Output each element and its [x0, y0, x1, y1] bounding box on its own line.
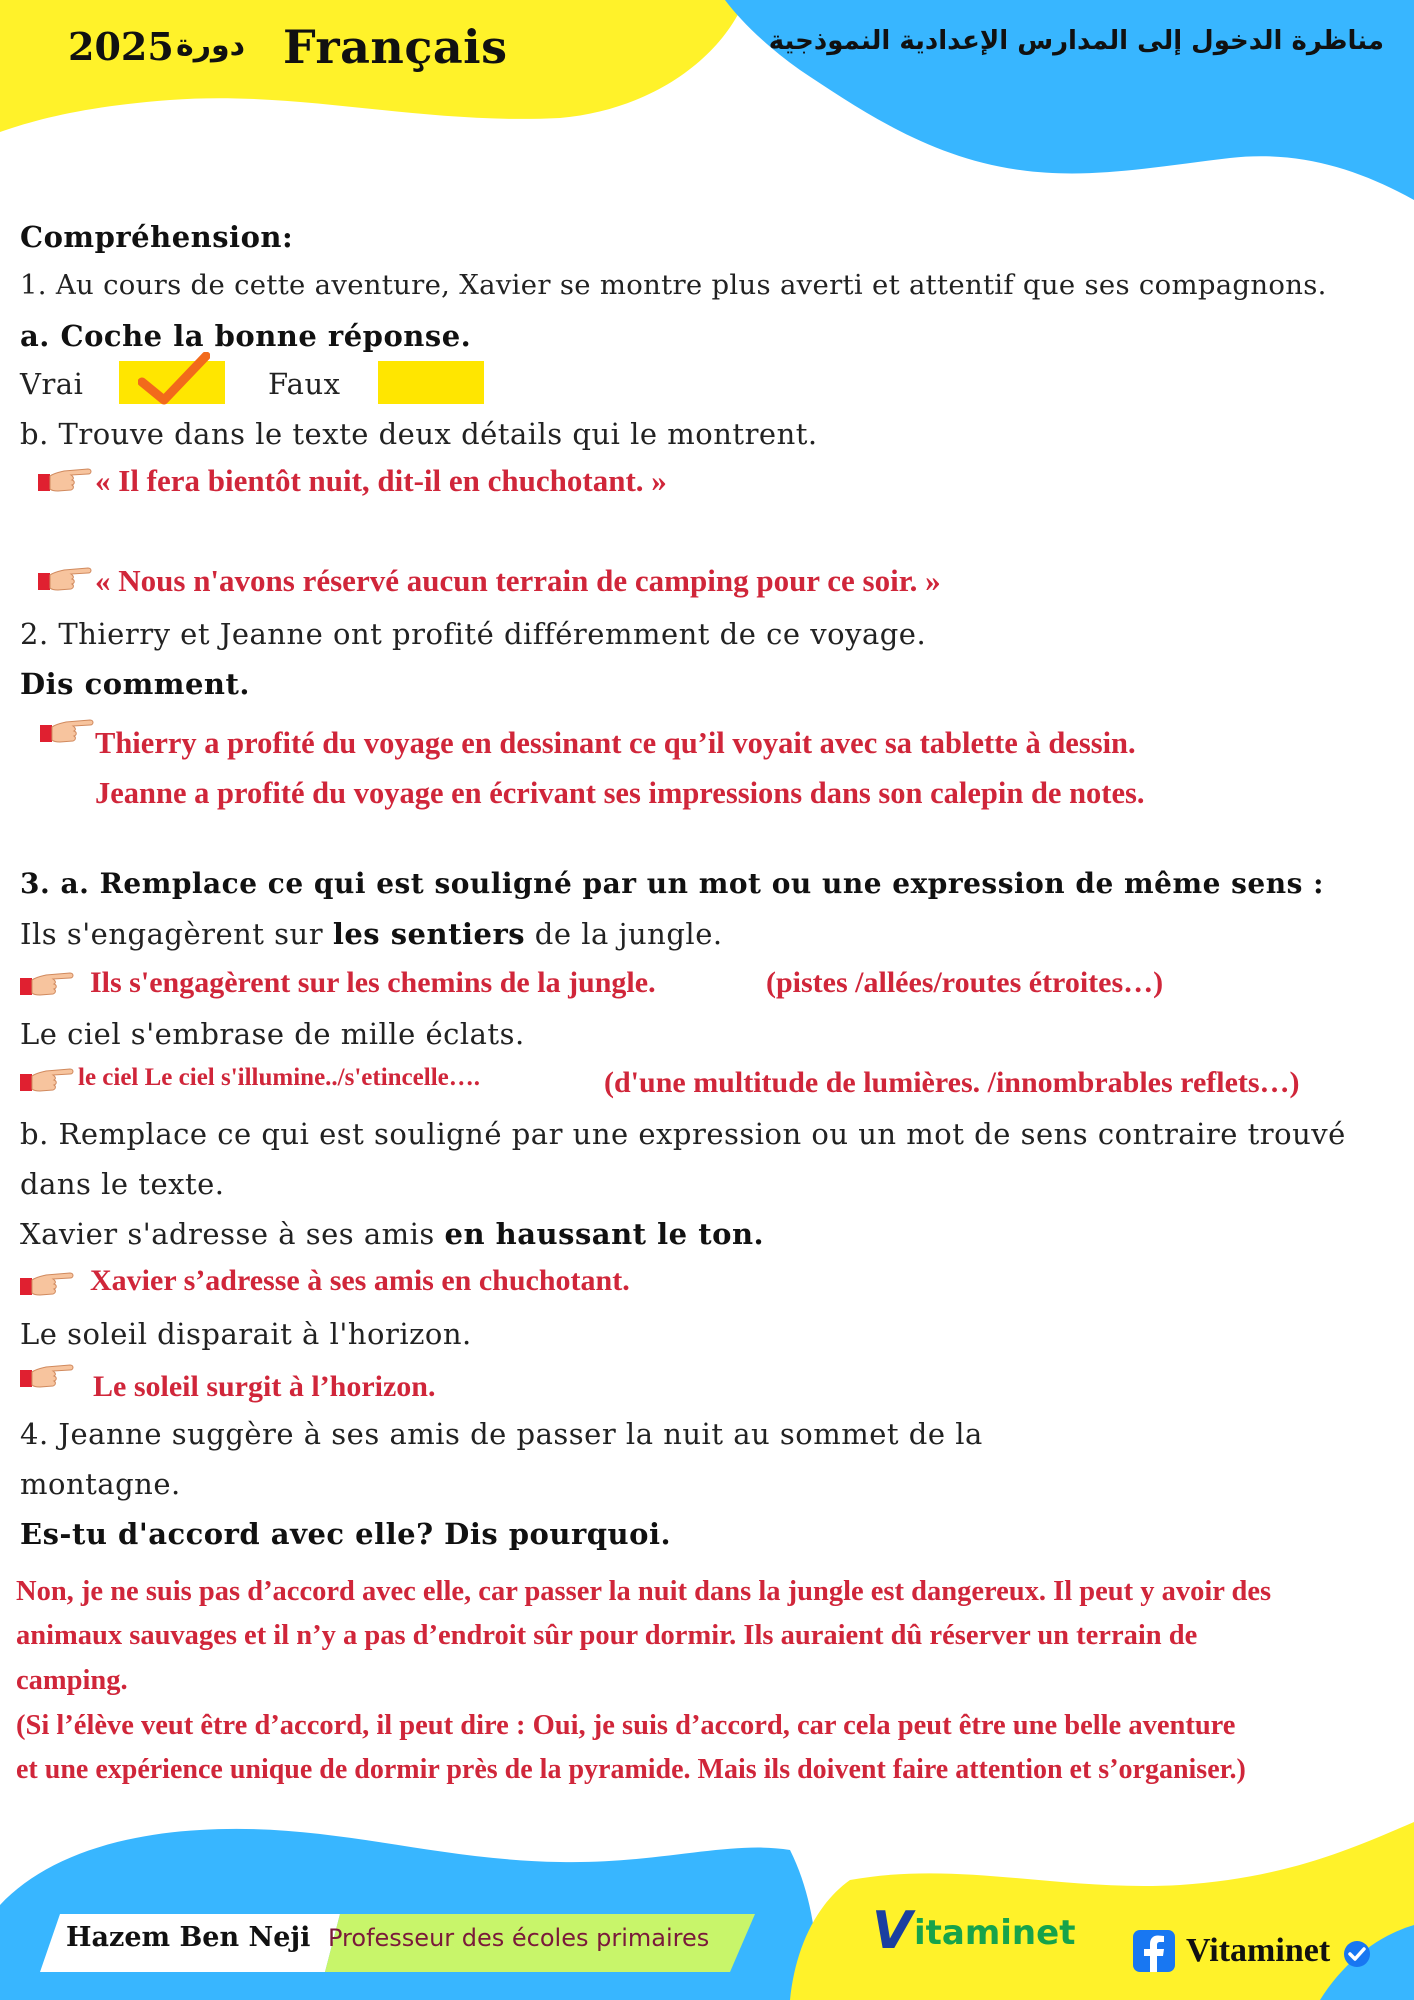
option-false-checkbox[interactable] [378, 361, 484, 404]
pointing-hand-icon [40, 717, 94, 747]
header-subject: Français [283, 20, 508, 74]
footer-author-role: Professeur des écoles primaires [328, 1924, 710, 1952]
sentence-text: Ils s'engagèrent sur [20, 917, 333, 951]
answer-4-line-2: animaux sauvages et il n’y a pas d’endroit sûr pour dormir. Ils auraient dû réserver un terrain de [16, 1620, 1198, 1651]
checkmark-icon [138, 352, 210, 406]
question-1a-instruction: a. Coche la bonne réponse. [20, 319, 472, 353]
question-3b-instruction-cont: dans le texte. [20, 1167, 225, 1201]
question-3b-sentence-1 [20, 1217, 764, 1251]
pointing-hand-icon [20, 1270, 74, 1300]
header-session-ar: دورة [176, 28, 246, 63]
answer-3a-sentence-1: Ils s'engagèrent sur les chemins de la jungle. [90, 966, 656, 999]
verified-badge-icon [1342, 1939, 1372, 1969]
answer-2-jeanne: Jeanne a profité du voyage en écrivant ses impressions dans son calepin de notes. [95, 776, 1145, 810]
logo-wordmark: itaminet [914, 1913, 1076, 1953]
answer-1b-detail-2: « Nous n'avons réservé aucun terrain de camping pour ce soir. » [95, 563, 941, 598]
header-exam-title-ar: مناظرة الدخول إلى المدارس الإعدادية النموذجية [768, 26, 1384, 56]
pointing-hand-icon [38, 466, 92, 496]
pointing-hand-icon [20, 1362, 74, 1392]
footer-author-name: Hazem Ben Neji [66, 1922, 311, 1953]
pointing-hand-icon [38, 565, 92, 595]
question-4-instruction: Es-tu d'accord avec elle? Dis pourquoi. [20, 1517, 672, 1551]
answer-4-line-1: Non, je ne suis pas d’accord avec elle, car passer la nuit dans la jungle est dangereux. Il peut y avoir des [16, 1576, 1272, 1607]
answer-3a-alternatives-1: (pistes /allées/routes étroites…) [766, 966, 1164, 999]
underlined-term: les sentiers [332, 917, 526, 951]
question-2-statement: 2. Thierry et Jeanne ont profité différemment de ce voyage. [20, 617, 927, 651]
answer-2-thierry: Thierry a profité du voyage en dessinant ce qu’il voyait avec sa tablette à dessin. [95, 726, 1136, 760]
answer-3a-sentence-2: le ciel Le ciel s'illumine../s'etincelle…. [78, 1064, 480, 1091]
question-3b-sentence-2: Le soleil disparait à l'horizon. [20, 1317, 472, 1351]
facebook-icon[interactable] [1133, 1930, 1175, 1972]
answer-3b-sentence-2: Le soleil surgit à l’horizon. [93, 1370, 436, 1403]
question-4-statement: 4. Jeanne suggère à ses amis de passer la nuit au sommet de la [20, 1417, 983, 1451]
question-1-statement: 1. Au cours de cette aventure, Xavier se montre plus averti et attentif que ses compagnons. [20, 269, 1327, 301]
question-4-statement-cont: montagne. [20, 1467, 181, 1501]
question-3b-instruction: b. Remplace ce qui est souligné par une expression ou un mot de sens contraire trouvé [20, 1117, 1346, 1151]
option-false-label: Faux [268, 367, 341, 401]
answer-3b-sentence-1: Xavier s’adresse à ses amis en chuchotant. [90, 1264, 630, 1297]
answer-3a-alternatives-2: (d'une multitude de lumières. /innombrables reflets…) [604, 1066, 1300, 1099]
logo-check-mark: V [872, 1901, 913, 1961]
sentence-text: Xavier s'adresse à ses amis [20, 1217, 445, 1251]
facebook-page-name[interactable]: Vitaminet [1186, 1932, 1331, 1969]
answer-4-line-5: et une expérience unique de dormir près de la pyramide. Mais ils doivent faire attention et s’organiser.) [16, 1754, 1246, 1785]
answer-4-line-4: (Si l’élève veut être d’accord, il peut dire : Oui, je suis d’accord, car cela peut être une belle aventure [16, 1710, 1236, 1741]
question-2-instruction: Dis comment. [20, 667, 250, 701]
question-1b-instruction: b. Trouve dans le texte deux détails qui le montrent. [20, 417, 818, 451]
header-year: 2025 [68, 24, 174, 69]
pointing-hand-icon [20, 970, 74, 1000]
answer-1b-detail-1: « Il fera bientôt nuit, dit-il en chuchotant. » [95, 463, 667, 498]
vitaminet-logo [872, 1901, 1076, 1965]
pointing-hand-icon [20, 1066, 74, 1096]
question-3a-instruction: 3. a. Remplace ce qui est souligné par un mot ou une expression de même sens : [20, 867, 1324, 900]
question-3a-sentence-2: Le ciel s'embrase de mille éclats. [20, 1017, 525, 1051]
section-heading: Compréhension: [20, 220, 294, 254]
underlined-term: en haussant le ton. [444, 1217, 765, 1251]
answer-4-line-3: camping. [16, 1665, 128, 1696]
option-true-label: Vrai [20, 367, 84, 401]
sentence-text: de la jungle. [525, 917, 723, 951]
question-3a-sentence-1 [20, 917, 723, 951]
